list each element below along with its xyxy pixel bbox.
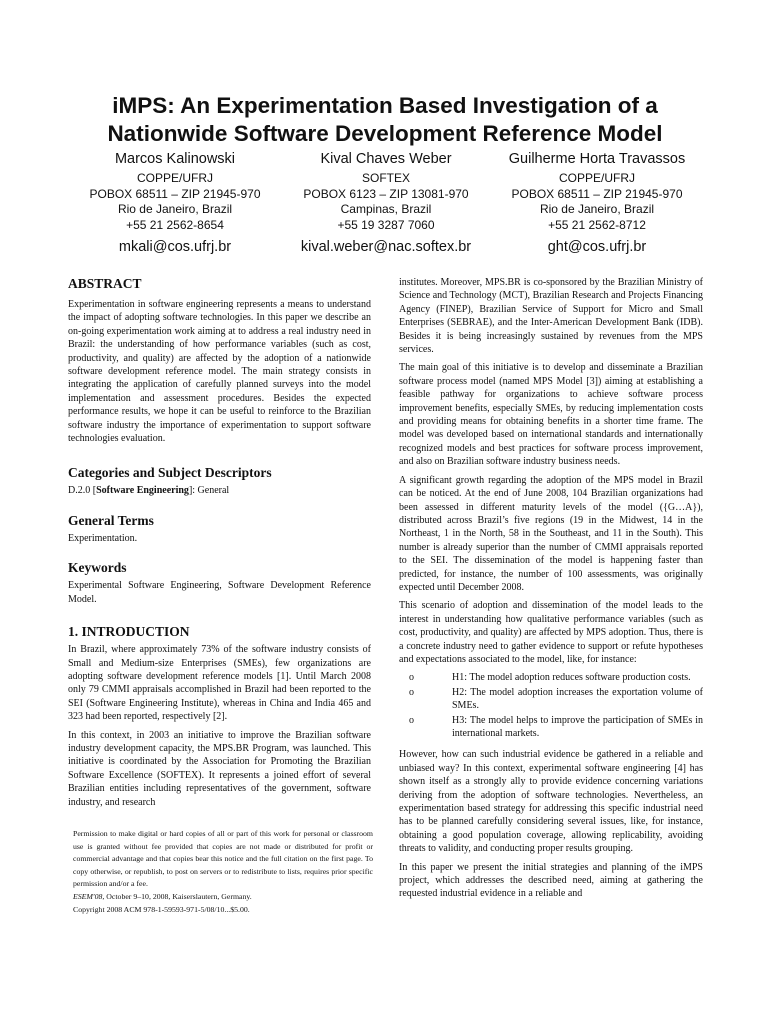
author-phone: +55 21 2562-8712 <box>548 217 646 232</box>
left-column <box>68 276 371 814</box>
author-phone: +55 21 2562-8654 <box>126 217 224 232</box>
keywords-heading: Keywords <box>68 560 127 576</box>
author-block <box>482 150 712 256</box>
list-item <box>399 714 703 741</box>
categories-bold: Software Engineering <box>96 485 189 497</box>
copyright-line: Copyright 2008 ACM 978-1-59593-971-5/08/10...$5.00. <box>73 904 250 914</box>
general-terms-heading: General Terms <box>68 512 154 528</box>
author-address: POBOX 68511 – ZIP 21945-970 <box>89 186 261 201</box>
author-email[interactable]: mkali@cos.ufrj.br <box>118 239 232 255</box>
author-email[interactable]: ght@cos.ufrj.br <box>547 239 647 255</box>
permission-text: Permission to make digital or hard copies of all or part of this work for personal or classroom use is granted without fee provided that copies are not made or distributed for profit or commercial advantage and that copies bear this notice and the full citation on the first page. To copy otherwise, or republish, to post on servers or to redistribute to lists, requires prior specific permission and/or a fee. <box>73 829 373 889</box>
intro-paragraph-2: In this context, in 2003 an initiative to improve the Brazilian software industry development capacity, the MPS.BR Program, was launched. This initiative is coordinated by the Association for Promoting the Brazilian Software Excellence (SOFTEX). It represents a joined effort of several Brazilian entities including representatives of the government, software industry, and research <box>68 729 371 808</box>
list-item <box>399 671 703 684</box>
keywords-text: Experimental Software Engineering, Software Development Reference Model. <box>68 580 371 605</box>
abstract-text: Experimentation in software engineering represents a means to understand the impact of adopting software technologies. In this paper we describe an on-going experimentation work aiming at to address a real industry need in Brazil: the understanding of how performance variables (such as cost, productivity, and quality) are affected by the adoption of a nationwide software development reference model. The main strategy consists in integrating the application of carefully planned surveys into the model implementation and assessment procedures. Besides the expected performance results, we hope it can be useful to reinforce to the Brazilian software industry the importance of experimentation to support software technologies evaluation. <box>68 299 371 445</box>
paper-title <box>0 92 770 148</box>
bullet-marker: o <box>409 672 414 684</box>
categories-text <box>68 484 371 497</box>
hypotheses-list <box>399 671 703 740</box>
author-city: Rio de Janeiro, Brazil <box>539 202 655 216</box>
title-line-1: iMPS: An Experimentation Based Investigation of a <box>112 93 658 118</box>
author-name: Kival Chaves Weber <box>320 151 452 167</box>
hypothesis-text: H2: The model adoption increases the exportation volume of SMEs. <box>452 686 703 712</box>
list-item <box>399 686 703 713</box>
author-name: Guilherme Horta Travassos <box>508 151 686 167</box>
author-name: Marcos Kalinowski <box>114 151 236 167</box>
body-paragraph: In this paper we present the initial strategies and planning of the iMPS project, which addresses the described need, aiming at gathering the requested industrial evidence in a reliable and <box>399 861 703 900</box>
body-paragraph: A significant growth regarding the adoption of the MPS model in Brazil can be noticed. At the end of June 2008, 104 Brazilian organizations had been assessed in different maturity levels of the model ({G…A}), distributed across Brazil’s five regions (19 in the Midwest, 14 in the Northeast, 1 in the North, 58 in the Southeast, and 11 in the South). This number is already superior than the number of CMMI appraisals reported to the SEI. The dissemination of the model is happening faster than predicted, for instance, the number of 100 assessments, was originally expected until December 2008. <box>399 474 703 593</box>
hypothesis-text: H3: The model helps to improve the participation of SMEs in international markets. <box>452 714 703 739</box>
general-terms-text: Experimentation. <box>68 532 138 544</box>
categories-prefix: D.2.0 [ <box>68 485 97 497</box>
abstract-heading: ABSTRACT <box>68 276 142 291</box>
bullet-marker: o <box>409 714 414 726</box>
author-affiliation: COPPE/UFRJ <box>136 171 213 185</box>
venue-details: , October 9–10, 2008, Kaiserslautern, Germany. <box>102 891 252 901</box>
venue-name: ESEM'08 <box>73 891 103 901</box>
author-city: Campinas, Brazil <box>340 202 432 216</box>
body-paragraph: The main goal of this initiative is to develop and disseminate a Brazilian software process model (named MPS Model [3]) aiming at establishing a feasible pathway for organizations to achieve software process improvement benefits, especially SMEs, by reducing implementation costs and providing means for obtaining benefits in a shorter time frame. The model was developed based on international standards and internationally recognized models and best practices for software process improvement, and also on Brazilian software industry business needs. <box>399 362 703 468</box>
author-affiliation: SOFTEX <box>361 171 410 185</box>
author-block <box>271 150 501 256</box>
body-paragraph: This scenario of adoption and dissemination of the model leads to the interest in understanding how qualitative performance variables (such as cost, productivity, and quality) are affected by MPS adoption. Thus, there is a concrete industry need to gather evidence to support or refute hypotheses and expectations associated to the model, like, for instance: <box>399 600 703 665</box>
author-city: Rio de Janeiro, Brazil <box>117 202 233 216</box>
author-email[interactable]: kival.weber@nac.softex.br <box>300 239 472 255</box>
author-block <box>60 150 290 256</box>
author-phone: +55 19 3287 7060 <box>337 217 435 232</box>
categories-heading: Categories and Subject Descriptors <box>68 465 272 481</box>
author-address: POBOX 68511 – ZIP 21945-970 <box>511 186 683 201</box>
body-paragraph: However, how can such industrial evidence be gathered in a reliable and unbiased way? In this context, experimental software engineering [4] has shown itself as a strongly ally to provide evidence concerning variations deriving from the adoption of software technologies. Nevertheless, an experimentation based strategy for addressing this specific industrial need has to be planned carefully considering several issues, like, for instance, obtaining a good population coverage, allowing replicability, avoiding threats to validity, and conducting proper results grouping. <box>399 749 703 855</box>
right-column <box>399 276 703 906</box>
copyright-notice <box>73 828 373 916</box>
intro-paragraph-1: In Brazil, where approximately 73% of the software industry consists of Small and Medium-size Enterprises (SMEs), few organizations are adopting software development reference models [1]. Until March 2008 only 79 CMMI appraisals accomplished in Brazil had been reported to the SEI (Software Engineering Institute), whereas in China and India 465 and 323 had been reported, respectively [2]. <box>68 644 371 723</box>
bullet-marker: o <box>409 686 414 698</box>
introduction-heading: 1. INTRODUCTION <box>68 624 190 640</box>
categories-suffix: ]: General <box>188 485 230 497</box>
title-line-2: Nationwide Software Development Reference Model <box>107 121 663 146</box>
author-affiliation: COPPE/UFRJ <box>558 171 635 185</box>
hypothesis-text: H1: The model adoption reduces software production costs. <box>452 672 691 684</box>
body-paragraph: institutes. Moreover, MPS.BR is co-sponsored by the Brazilian Ministry of Science and Technology (MCT), Brazilian Research and Projects Financing Agency (FINEP), Brazilian Service of Support for Micro and Small Enterprises (SEBRAE), and the Inter-American Development Bank (IDB). Besides it is being increasingly sustained by revenues from the MPS services. <box>399 277 703 356</box>
venue-text <box>73 891 373 904</box>
author-address: POBOX 6123 – ZIP 13081-970 <box>303 186 469 201</box>
